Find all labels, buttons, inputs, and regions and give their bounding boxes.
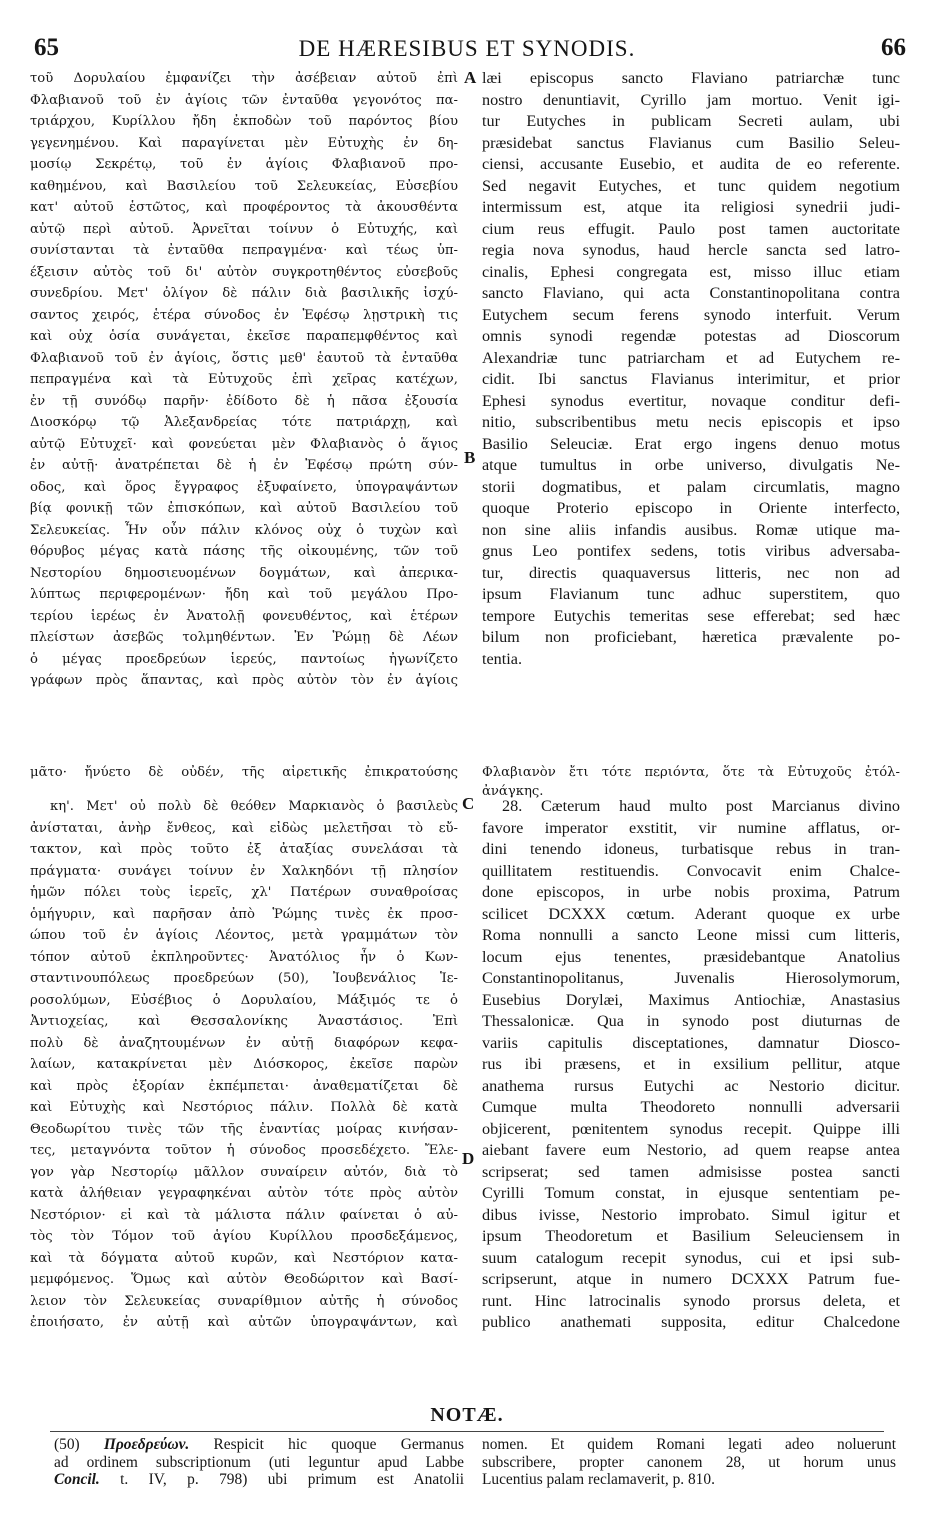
text-line: συνεδρίου. Μετ' ὀλίγον δὲ πάλιν διὰ βασιλικῆς ἰσχύ-: [30, 286, 458, 301]
text-line: πεπραγμένα καὶ τὰ Εὐτυχοῦς ἐπὶ χεῖρας κατέχων,: [30, 372, 458, 387]
text-line: ἀνίσταται, ἀνὴρ ἔνθεος, καὶ εἰδὼς μελετῆσαι τὸ εὔ-: [30, 820, 458, 836]
text-line: βίᾳ φονικῇ τῶν ἐπισκόπων, καὶ αὐτοῦ Βασιλείου τοῦ: [30, 501, 458, 516]
text-line: intermissum est, atque ita religiosi synedrii judi-: [482, 198, 900, 216]
text-line: γράφων πρὸς ἅπαντας, καὶ πρὸς αὐτὸν τὸν ἐν ἁγίοις: [30, 673, 458, 688]
text-line: Θεοδωρίτου τινὲς τῶν τῆς ἐναντίας μοίρας κινήσαν-: [30, 1121, 458, 1137]
text-line: ὁ μέγας προεδρεύων ἱερεύς, παντοίως ἠγωνίζετο: [30, 651, 458, 667]
text-line: objicerent, pœnitentem synodus recepit. Quippe illi: [482, 1119, 900, 1138]
text-line: λύπτως περιφερομένων· ἤδη καὶ τοῦ μεγάλου Προ-: [30, 587, 458, 602]
text-line: Eutychem secum ferens synodo interfuit. Verum: [482, 305, 900, 324]
text-line: sancto Flaviano, qui acta Constantinopolitana contra: [482, 284, 900, 302]
text-line: Διοσκόρῳ τῷ Ἀλεξανδρείας τότε πατριάρχῃ, καὶ: [30, 415, 458, 430]
text-line: ροσολύμων, Εὐσέβιος ὁ Δορυλαίου, Μάξιμός τε ὁ: [30, 992, 458, 1008]
text-line: συνίστανται τὰ ἐνταῦθα πεπραγμένα· καὶ τέως ὑπ-: [30, 243, 458, 258]
text-line: 28. Cæterum haud multo post Marcianus divino: [502, 797, 900, 815]
note-text: ad ordinem subscriptionum (uti leguntur apud Labbe: [54, 1453, 464, 1471]
text-line: καθημένου, καὶ Βασιλείου τοῦ Σελευκείας, Εὐσεβίου: [30, 178, 458, 194]
text-line: ώπου τοῦ ἐν ἁγίοις Λέοντος, μετὰ γραμμάτων τὸν: [30, 928, 458, 943]
text-line: ciensi, accusante Eusebio, et audita de eo referente.: [482, 155, 900, 173]
text-line: scripserunt, atque in numero DCXXX Patrum fue-: [482, 1270, 900, 1288]
notes-rule: [50, 1431, 884, 1432]
margin-letter-c: C: [462, 794, 475, 813]
text-line: nostro denuntiavit, Cyrillo jam mortuo. Venit igi-: [482, 90, 900, 109]
text-line: Eusebius Dorylæi, Maximus Antiochiæ, Anastasius: [482, 990, 900, 1009]
text-line: tempore Eutychis temeritas sese efferebat; sed hæc: [482, 606, 900, 625]
text-line: μεμφόμενος. Ὅμως καὶ αὐτὸν Θεοδώριτον καὶ Βασί-: [30, 1272, 458, 1287]
text-line: ipsum Flavianum tunc adhuc superstitem, quo: [482, 585, 900, 603]
margin-letter-a: A: [464, 68, 477, 87]
text-line: τακτον, καὶ πρὸς τοῦτο ἐξ ἀταξίας συνελάσαι τὰ: [30, 842, 458, 857]
text-line: atque tumultus in orbe universo, divulgatis Ne-: [482, 456, 900, 474]
text-line: omnis synodi regendæ potestas ad Dioscorum: [482, 327, 900, 345]
text-line: Roma nonnulli a sancto Leone missi cum litteris,: [482, 926, 900, 944]
text-line: λαίων, κατακρίνεται μὲν Διόσκορος, ἐκεῖσε παρὼν: [30, 1057, 458, 1072]
text-line: πολὺ δὲ ἀναζητουμένων ἐν αὐτῇ διαφόρων κεφα-: [30, 1035, 458, 1051]
text-line: Φλαβιανοῦ τοῦ ἐν ἁγίοις τῶν ἐνταῦθα γεγονότος πα-: [30, 92, 458, 108]
text-line: πράγματα· συνάγει τοίνυν ἐν Χαλκηδόνι τῇ πλησίον: [30, 863, 458, 879]
note-text: t. IV, p. 798) ubi primum est Anatolii: [99, 1471, 464, 1488]
note-number: (50): [54, 1436, 104, 1453]
text-line: σταντινουπόλεως προεδρεύων (50), Ἰουβενάλιος Ἱε-: [30, 971, 458, 986]
text-line: ἡμῶν πόλει τοὺς ἱερεῖς, χλ' Πατέρων συναθροίσας: [30, 885, 458, 900]
notes-heading: NOTÆ.: [430, 1404, 504, 1426]
text-line: done episcopos, in urbe nobis proxima, Patrum: [482, 883, 900, 901]
spanning-greek-left: μᾶτο· ἤνύετο δὲ οὐδέν, τῆς αἱρετικῆς ἐπικρατούσης: [30, 765, 458, 780]
text-line: Thessalonicæ. Qua in synodo post diuturnas de: [482, 1012, 900, 1030]
text-line: τόπον αὐτοῦ ἐκπληροῦντες· Ἀνατόλιος ἦν ὁ Κων-: [30, 949, 458, 965]
greek-column-bottom: [30, 796, 458, 1396]
spanning-greek-right: Φλαβιανὸν ἔτι τότε περιόντα, ὅτε τὰ Εὐτυχοῦς ἐτόλ-: [482, 765, 900, 780]
text-line: ἐν τῇ συνόδῳ παρῆν· ἐδίδοτο δὲ ἡ πᾶσα ἐξουσία: [30, 393, 458, 409]
text-line: læi episcopus sancto Flaviano patriarchæ tunc: [482, 69, 900, 87]
text-line: Νεστορίου δημοσιευομένων δογμάτων, καὶ ἀπερικα-: [30, 565, 458, 581]
text-line: Basilio Seleuciæ. Erat ergo ingens denuo motus: [482, 434, 900, 453]
text-line: cidit. Ibi sanctus Flavianus interimitur, et prior: [482, 370, 900, 388]
text-line: Cyrilli Tomum constat, in ejusque sententiam pe-: [482, 1184, 900, 1202]
text-line: aiebant favere eum Nestorio, ad quem reapse antea: [482, 1141, 900, 1159]
text-line: τερίου ἱερέως ἐν Ἀνατολῇ φονευθέντος, καὶ ἑτέρων: [30, 608, 458, 624]
text-line: οδος, καὶ ὅρος ἔγγραφος ἐξυφαίνετο, ὑπογραψάντων: [30, 479, 458, 495]
text-line: αὐτῷ περὶ αὐτοῦ. Ἀρνεῖται τοίνυν ὁ Εὐτυχής, καὶ: [30, 221, 458, 237]
latin-column-top: [482, 68, 900, 763]
text-line: ὁμήγυριν, καὶ παρῆσαν ἀπὸ Ῥώμης τινὲς ἐκ προσ-: [30, 906, 458, 922]
margin-letter-d: D: [462, 1149, 475, 1168]
text-line: gnus Leo pontifex sedens, totis viribus adversaba-: [482, 542, 900, 560]
text-line: πλείστων ἀσεβῶς τολμηθέντων. Ἐν Ῥώμῃ δὲ Λέων: [30, 630, 458, 645]
text-line: publico anathemati supposita, editur Chalcedone: [482, 1313, 900, 1331]
note-line: [54, 1471, 464, 1489]
notes-left-column: [54, 1436, 464, 1489]
text-line: favore imperator exstitit, vir numine afflatus, or-: [482, 818, 900, 837]
text-line: quoque Proterio episcopo in Oriente interfecto,: [482, 499, 900, 517]
text-line: κη'. Μετ' οὐ πολὺ δὲ θεόθεν Μαρκιανὸς ὁ βασιλεὺς: [50, 799, 458, 814]
text-line: non sine aliis infandis ausibus. Romæ utique ma-: [482, 520, 900, 539]
page-header: [28, 34, 906, 66]
text-line: ἐν αὐτῇ· ἀνατρέπεται δὲ ἡ ἐν Ἐφέσῳ πρώτη σύν-: [30, 458, 458, 473]
note-line: nomen. Et quidem Romani legati adeo noluerunt: [482, 1436, 896, 1453]
latin-column-bottom: [482, 796, 900, 1396]
text-line: καὶ οὐχ ὁσία συνάγεται, ἐκεῖσε παραπεμφθέντος καὶ: [30, 329, 458, 344]
text-line: ipsum Theodoretum et Basilium Seleuciensem in: [482, 1227, 900, 1245]
text-line: τες, μεταγνόντα τοῦτον ἡ σύνοδος προσεδέχετο. Ἔλε-: [30, 1143, 458, 1158]
text-line: bilum non proficiebant, hæretica prævalente po-: [482, 628, 900, 646]
text-line: καὶ τὰ δόγματα αὐτοῦ κυρῶν, καὶ Νεστόριον κατα-: [30, 1250, 458, 1266]
text-line: Cumque multa Theodoreto nonnulli adversarii: [482, 1098, 900, 1116]
notes-right-column: [482, 1436, 896, 1489]
text-line: anathema rursus Eutychi ac Nestorio dicitur.: [482, 1076, 900, 1095]
text-line: καὶ Εὐτυχὴς καὶ Νεστόριος πάλιν. Πολλὰ δὲ κατὰ: [30, 1100, 458, 1115]
text-line: θόρυβος μέγας κατὰ πάσης τῆς οἰκουμένης, τῶν τοῦ: [30, 544, 458, 559]
text-line: cium reus effugit. Paulo post tamen auctoritate: [482, 219, 900, 238]
text-line: λειον τὸν Σελευκείας συναρίθμιον αὐτῆς ἡ σύνοδος: [30, 1293, 458, 1309]
text-line: regia nova synodus, haud hercle sancta sed latro-: [482, 241, 900, 259]
spanning-greek-right-end: ἀνάγκης.: [482, 784, 544, 799]
text-line: Ἀντιοχείας, καὶ Θεσσαλονίκης Ἀναστάσιος. Ἐπὶ: [30, 1014, 458, 1029]
text-line: Φλαβιανοῦ τοῦ ἐν ἁγίοις, ὅστις μεθ' ἑαυτοῦ τὰ ἐνταῦθα: [30, 350, 458, 366]
text-line: ἐποιήσατο, ἐν αὐτῇ καὶ αὐτῶν ὑπογραψάντων, καὶ: [30, 1315, 458, 1330]
text-line: dini tenendo idoneus, turbatisque rebus in tran-: [482, 840, 900, 858]
running-title: DE HÆRESIBUS ET SYNODIS.: [298, 36, 636, 61]
note-lemma: Προεδρεύων.: [103, 1436, 190, 1453]
note-lemma: Concil.: [54, 1471, 100, 1488]
note-text: Respicit hic quoque Germanus: [189, 1436, 464, 1453]
text-line: tur, directis quaquaversus litteris, nec non ad: [482, 563, 900, 582]
text-line: γον γὰρ Νεστορίῳ μᾶλλον συναίρειν αὐτόν, διὰ τὸ: [30, 1164, 458, 1180]
text-line: quillitatem restituendis. Convocavit enim Chalce-: [482, 861, 900, 880]
text-line: cinalis, Ephesi congregata est, misso illuc etiam: [482, 262, 900, 281]
text-line: Σελευκείας. Ἦν οὖν πάλιν κλόνος οὐχ ὁ τυχὼν καὶ: [30, 522, 458, 538]
text-line: scripserat; sed tamen admisisse postea sancti: [482, 1162, 900, 1181]
text-line: suum catalogum recepit synodus, cui et ipsi sub-: [482, 1248, 900, 1267]
greek-column-top: [30, 68, 458, 753]
text-line: tur Eutyches in publicam Secreti aulam, ubi: [482, 112, 900, 130]
note-line: subscribere, propter canonem 28, ut horum unus: [482, 1453, 896, 1471]
note-line: [54, 1454, 464, 1472]
text-line: runt. Hinc latrocinalis synodo prorsus deleta, et: [482, 1291, 900, 1310]
text-line: κατ' αὐτοῦ ἑστῶτος, καὶ προφέροντος τὰ ἀκουσθέντα: [30, 200, 458, 215]
text-line: scilicet DCXXX cœtum. Aderant quoque ex urbe: [482, 904, 900, 923]
text-line: τοῦ Δορυλαίου ἐμφανίζει τὴν ἀσέβειαν αὐτοῦ ἐπὶ: [30, 71, 458, 86]
text-line: locum ejus tenentes, præsidebantque Anatolius: [482, 947, 900, 966]
text-line: rus ibi præsens, et in exsilium pellitur, atque: [482, 1055, 900, 1073]
text-line: storii dogmatibus, et palam circumlatis, magno: [482, 477, 900, 496]
note-line: [54, 1436, 464, 1454]
text-line: dibus ivisse, Nestorio improbato. Simul igitur et: [482, 1205, 900, 1224]
spanning-greek-line: [30, 762, 900, 799]
page-number-right: 66: [881, 34, 906, 61]
text-line: τὸς τὸν Τόμον τοῦ ἁγίου Κυρίλλου προσδεξάμενος,: [30, 1229, 458, 1244]
note-line: Lucentius palam reclamaverit, p. 810.: [482, 1471, 715, 1488]
text-line: μοσίῳ Σεκρέτῳ, τοῦ ἐν ἁγίοις Φλαβιανοῦ προ-: [30, 157, 458, 172]
text-line: σαντος χειρός, ἑτέρα σύνοδος ἐν Ἐφέσῳ λῃστρικὴ τις: [30, 307, 458, 323]
text-line: τριάρχου, Κυρίλλου ἤδη ἐκποδὼν τοῦ παρόντος βίου: [30, 114, 458, 129]
text-line: γεγενημένου. Καὶ παραγίνεται μὲν Εὐτυχὴς ἐν δη-: [30, 135, 458, 151]
text-line: nitio, subscribentibus metu necis episcopis et ipso: [482, 413, 900, 431]
text-line: Constantinopolitanus, Juvenalis Hierosolymorum,: [482, 969, 900, 987]
text-line: καὶ πρὸς ἐξορίαν ἐκπέμπεται· ἀναθεματίζεται δὲ: [30, 1078, 458, 1094]
text-line: αὐτῷ Εὐτυχεῖ· καὶ φονεύεται μὲν Φλαβιανὸς ὁ ἅγιος: [30, 436, 458, 452]
text-line: præsidebat sanctus Flavianus cum Basilio Seleu-: [482, 133, 900, 152]
text-line: Alexandriæ tunc patriarcham et ad Eutychem re-: [482, 348, 900, 367]
text-line: Ephesi synodus evertitur, novaque conditur defi-: [482, 391, 900, 410]
text-line: έξεισιν αὐτὸς τοῦ δι' αὐτὸν συγκροτηθέντος εὐσεβοῦς: [30, 264, 458, 280]
text-line: κατὰ ἀλήθειαν γεγραφηκέναι αὐτὸν τότε πρὸς αὐτὸν: [30, 1186, 458, 1201]
margin-letter-b: B: [464, 448, 476, 467]
page-number-left: 65: [34, 34, 59, 61]
text-line: variis capitulis disceptationes, damnatur Diosco-: [482, 1033, 900, 1052]
text-line: Sed negavit Eutyches, et tunc quidem negotium: [482, 176, 900, 195]
text-line: tentia.: [482, 649, 523, 668]
text-line: Νεστόριον· εἰ καὶ τὰ μάλιστα πάλιν φαίνεται ὁ αὐ-: [30, 1207, 458, 1223]
